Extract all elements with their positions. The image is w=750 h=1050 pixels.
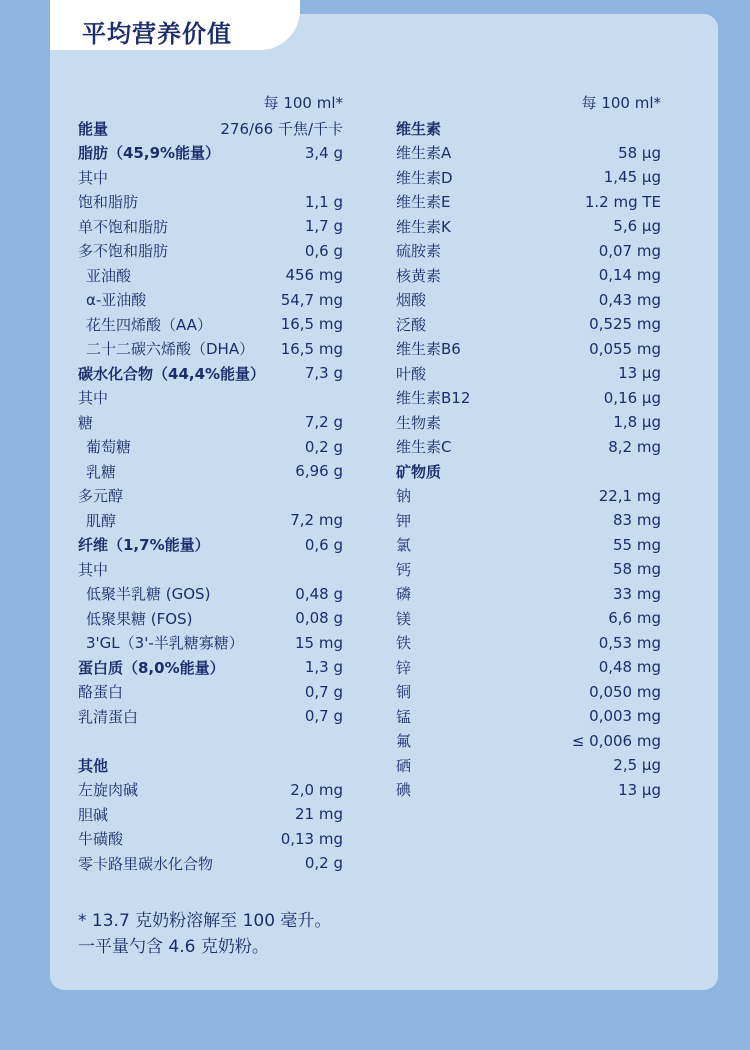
nutrient-label: 维生素D (396, 168, 453, 187)
nutrient-row (396, 606, 661, 631)
nutrient-value: 0,13 mg (280, 829, 343, 848)
nutrient-value: 1,7 g (304, 217, 343, 236)
nutrient-row (396, 386, 661, 411)
nutrient-row (396, 631, 661, 656)
nutrient-label: 多元醇 (78, 487, 124, 506)
nutrient-value: 6,96 g (295, 462, 343, 481)
nutrient-label: 二十二碳六烯酸（DHA） (86, 340, 255, 359)
nutrient-row (396, 141, 661, 166)
nutrient-label: 维生素E (396, 193, 451, 212)
nutrient-row (396, 753, 661, 778)
nutrient-value: 13 μg (618, 364, 661, 383)
nutrient-label: α-亚油酸 (86, 291, 147, 310)
nutrient-label: 氯 (396, 536, 412, 555)
nutrient-value: 16,5 mg (280, 315, 343, 334)
nutrient-label: 矿物质 (396, 462, 442, 481)
nutrient-value: 22,1 mg (598, 486, 661, 505)
nutrient-label: 钙 (396, 560, 412, 579)
nutrient-value: 1.2 mg TE (584, 192, 661, 211)
nutrient-value: 0,2 g (304, 437, 343, 456)
nutrient-value: 0,48 mg (598, 658, 661, 677)
nutrient-row (396, 582, 661, 607)
nutrient-label: 其中 (78, 560, 109, 579)
nutrient-label: 氟 (396, 732, 412, 751)
nutrient-label: 葡萄糖 (86, 438, 132, 457)
nutrient-label: 单不饱和脂肪 (78, 217, 169, 236)
nutrient-row (78, 582, 343, 607)
nutrient-label: 硒 (396, 756, 412, 775)
nutrient-value: 8,2 mg (608, 437, 661, 456)
nutrient-label: 胆碱 (78, 805, 109, 824)
nutrient-value: 1,45 μg (603, 168, 661, 187)
nutrient-label: 生物素 (396, 413, 442, 432)
nutrient-row (78, 631, 343, 656)
nutrient-row (396, 190, 661, 215)
nutrient-value: 276/66 千焦/千卡 (220, 119, 343, 138)
nutrient-value: 15 mg (295, 633, 343, 652)
nutrient-row (78, 606, 343, 631)
nutrient-value: 6,6 mg (608, 609, 661, 628)
nutrient-row (78, 802, 343, 827)
nutrient-row (396, 337, 661, 362)
nutrient-label: 脂肪（45,9%能量） (78, 144, 221, 163)
nutrient-label: 肌醇 (86, 511, 117, 530)
nutrient-value: 2,5 μg (613, 756, 661, 775)
nutrient-row (78, 288, 343, 313)
nutrient-row (396, 312, 661, 337)
nutrient-value: 0,48 g (295, 584, 343, 603)
spacer (78, 729, 343, 754)
footnote-line-1: * 13.7 克奶粉溶解至 100 毫升。 (78, 911, 332, 931)
nutrient-label: 乳清蛋白 (78, 707, 139, 726)
nutrient-value: 0,7 g (304, 682, 343, 701)
nutrient-value: 1,3 g (304, 658, 343, 677)
right-column-header: 每 100 ml* (581, 94, 661, 112)
nutrient-value: 58 mg (613, 560, 661, 579)
footnote (78, 908, 331, 960)
nutrient-row (78, 655, 343, 680)
nutrient-row (78, 190, 343, 215)
nutrient-row (78, 435, 343, 460)
nutrient-row (396, 484, 661, 509)
nutrient-label: 核黄素 (396, 266, 442, 285)
nutrient-row (78, 214, 343, 239)
nutrient-row (78, 312, 343, 337)
other-rows (78, 753, 343, 876)
nutrient-label: 乳糖 (86, 462, 117, 481)
nutrient-value: 0,6 g (304, 241, 343, 260)
nutrient-value: 5,6 μg (613, 217, 661, 236)
nutrient-row (396, 288, 661, 313)
nutrient-label: 钾 (396, 511, 412, 530)
nutrient-label: 维生素K (396, 217, 451, 236)
nutrient-value: ≤ 0,006 mg (571, 731, 661, 750)
nutrient-value: 21 mg (295, 805, 343, 824)
nutrient-label: 碳水化合物（44,4%能量） (78, 364, 266, 383)
nutrient-value: 1,8 μg (613, 413, 661, 432)
nutrient-value: 7,3 g (304, 364, 343, 383)
nutrient-label: 纤维（1,7%能量） (78, 536, 210, 555)
nutrient-row (78, 557, 343, 582)
nutrient-row (78, 851, 343, 876)
nutrient-label: 饱和脂肪 (78, 193, 139, 212)
nutrient-value: 7,2 mg (290, 511, 343, 530)
nutrient-value: 7,2 g (304, 413, 343, 432)
nutrient-row (396, 361, 661, 386)
nutrient-row (78, 263, 343, 288)
nutrient-label: 左旋肉碱 (78, 781, 139, 800)
nutrient-label: 维生素C (396, 438, 452, 457)
nutrient-value: 0,2 g (304, 854, 343, 873)
nutrient-row (78, 484, 343, 509)
nutrient-row (78, 165, 343, 190)
nutrient-row (396, 459, 661, 484)
left-column-header: 每 100 ml* (263, 94, 343, 112)
nutrient-row (78, 533, 343, 558)
nutrient-label: 其他 (78, 756, 109, 775)
nutrient-value: 0,07 mg (598, 241, 661, 260)
nutrient-row (78, 337, 343, 362)
nutrient-label: 蛋白质（8,0%能量） (78, 658, 225, 677)
nutrient-label: 泛酸 (396, 315, 427, 334)
nutrient-value: 2,0 mg (290, 780, 343, 799)
nutrient-label: 维生素B6 (396, 340, 461, 359)
nutrient-value: 0,055 mg (589, 339, 661, 358)
nutrient-label: 多不饱和脂肪 (78, 242, 169, 261)
nutrient-row (78, 116, 343, 141)
nutrient-label: 钠 (396, 487, 412, 506)
nutrient-value: 0,003 mg (589, 707, 661, 726)
nutrient-row (396, 116, 661, 141)
nutrient-label: 铜 (396, 683, 412, 702)
nutrient-value: 13 μg (618, 780, 661, 799)
nutrient-value: 16,5 mg (280, 339, 343, 358)
nutrient-row (396, 778, 661, 803)
nutrient-label: 其中 (78, 168, 109, 187)
nutrient-value: 0,16 μg (603, 388, 661, 407)
nutrient-label: 锰 (396, 707, 412, 726)
nutrient-label: 亚油酸 (86, 266, 132, 285)
footnote-line-2: 一平量勺含 4.6 克奶粉。 (78, 937, 269, 957)
nutrient-row (78, 680, 343, 705)
nutrient-row (396, 508, 661, 533)
page-title: 平均营养价值 (82, 20, 232, 48)
nutrient-label: 磷 (396, 585, 412, 604)
nutrient-row (78, 704, 343, 729)
nutrient-row (396, 655, 661, 680)
nutrient-label: 锌 (396, 658, 412, 677)
nutrient-row (396, 557, 661, 582)
nutrient-row (78, 459, 343, 484)
nutrient-value: 83 mg (613, 511, 661, 530)
nutrient-value: 0,43 mg (598, 290, 661, 309)
nutrient-value: 1,1 g (304, 192, 343, 211)
nutrient-label: 零卡路里碳水化合物 (78, 854, 214, 873)
nutrient-row (396, 729, 661, 754)
nutrient-label: 能量 (78, 119, 109, 138)
nutrient-value: 0,525 mg (589, 315, 661, 334)
nutrient-row (78, 410, 343, 435)
nutrient-row (78, 827, 343, 852)
nutrient-row (396, 680, 661, 705)
nutrient-label: 酪蛋白 (78, 683, 124, 702)
nutrient-value: 54,7 mg (280, 290, 343, 309)
nutrient-value: 456 mg (285, 266, 343, 285)
right-rows (396, 116, 661, 802)
left-column (78, 90, 343, 876)
nutrient-label: 镁 (396, 609, 412, 628)
nutrient-value: 3,4 g (304, 143, 343, 162)
nutrient-value: 33 mg (613, 584, 661, 603)
right-column (396, 90, 661, 802)
nutrient-label: 维生素A (396, 144, 452, 163)
nutrient-label: 碘 (396, 781, 412, 800)
nutrient-value: 58 μg (618, 143, 661, 162)
nutrient-label: 低聚果糖 (FOS) (86, 609, 193, 628)
nutrient-value: 0,050 mg (589, 682, 661, 701)
nutrient-value: 0,08 g (295, 609, 343, 628)
nutrient-label: 糖 (78, 413, 94, 432)
nutrient-row (396, 165, 661, 190)
nutrient-row (78, 361, 343, 386)
nutrient-value: 0,14 mg (598, 266, 661, 285)
nutrient-value: 55 mg (613, 535, 661, 554)
nutrient-row (396, 435, 661, 460)
nutrient-label: 低聚半乳糖 (GOS) (86, 585, 211, 604)
nutrient-row (78, 239, 343, 264)
nutrient-label: 维生素B12 (396, 389, 471, 408)
nutrient-row (396, 410, 661, 435)
nutrient-row (78, 508, 343, 533)
nutrient-row (396, 704, 661, 729)
nutrient-label: 铁 (396, 634, 412, 653)
nutrient-label: 叶酸 (396, 364, 427, 383)
nutrient-row (78, 141, 343, 166)
nutrient-row (396, 263, 661, 288)
nutrient-value: 0,7 g (304, 707, 343, 726)
nutrient-label: 牛磺酸 (78, 830, 124, 849)
nutrient-row (396, 239, 661, 264)
nutrient-row (396, 214, 661, 239)
nutrient-row (78, 386, 343, 411)
nutrient-row (78, 753, 343, 778)
nutrient-label: 花生四烯酸（AA） (86, 315, 212, 334)
nutrient-value: 0,53 mg (598, 633, 661, 652)
nutrient-label: 3'GL（3'-半乳糖寡糖） (86, 634, 244, 653)
nutrient-label: 维生素 (396, 119, 442, 138)
nutrient-value: 0,6 g (304, 535, 343, 554)
left-rows (78, 116, 343, 729)
nutrient-label: 其中 (78, 389, 109, 408)
nutrient-label: 烟酸 (396, 291, 427, 310)
nutrient-row (396, 533, 661, 558)
nutrient-label: 硫胺素 (396, 242, 442, 261)
nutrient-row (78, 778, 343, 803)
